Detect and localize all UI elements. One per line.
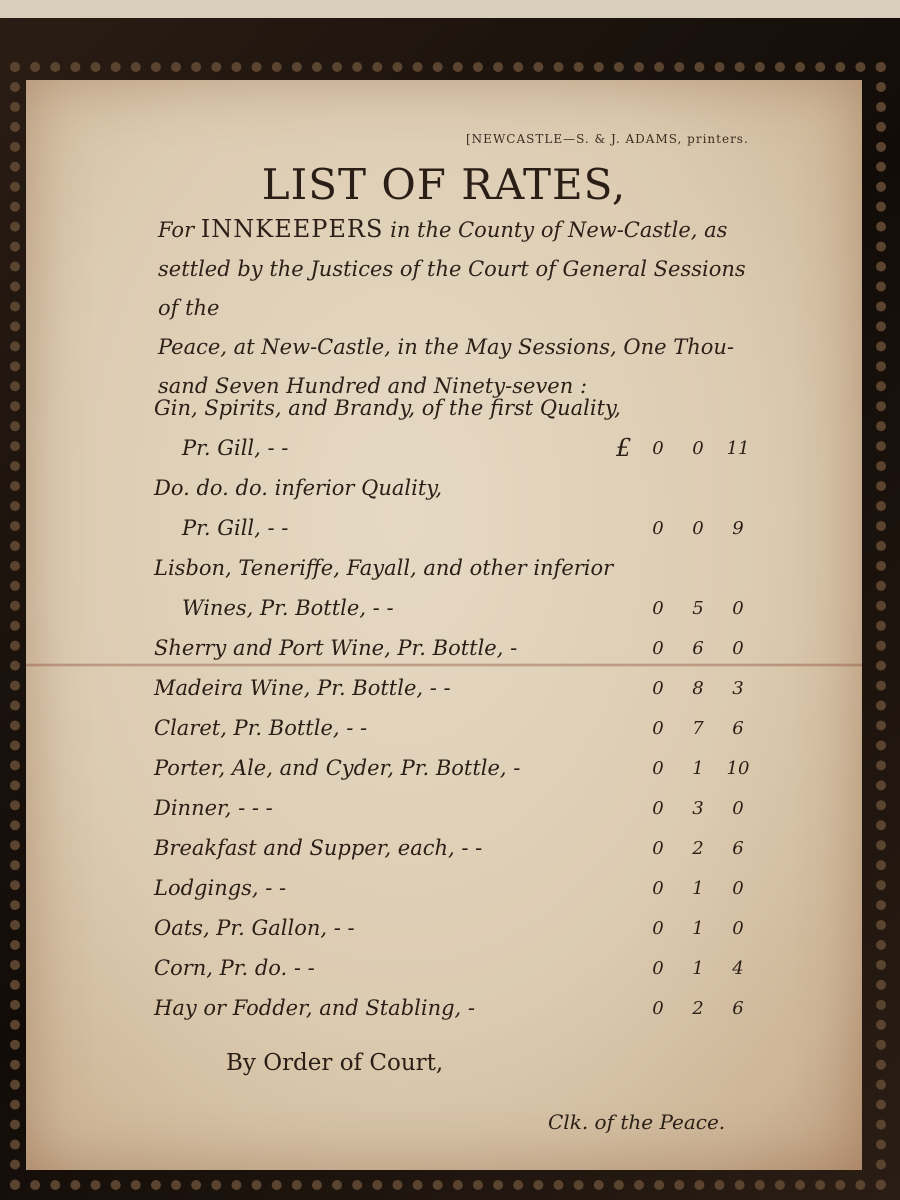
clerk-signature-line: Clk. of the Peace.: [548, 1110, 726, 1134]
pounds-value: 0: [652, 518, 664, 539]
shillings-value: 0: [692, 438, 704, 459]
rate-item-label: Dinner, - - -: [154, 796, 273, 820]
pence-value: 6: [732, 838, 744, 859]
rate-item-label: Gin, Spirits, and Brandy, of the first Quality,: [154, 396, 621, 420]
intro-line-1-rest: in the County of New-Castle, as: [390, 218, 728, 242]
shillings-value: 7: [692, 718, 704, 739]
rate-item-label: Corn, Pr. do. - -: [154, 956, 315, 980]
rate-item-label: Lodgings, - -: [154, 876, 287, 900]
rate-row: [26, 876, 862, 906]
pounds-value: 0: [652, 678, 664, 699]
pounds-value: 0: [652, 638, 664, 659]
pounds-value: 0: [652, 958, 664, 979]
printer-line: [NEWCASTLE—S. & J. ADAMS, printers.: [466, 132, 749, 146]
rate-item-label: Sherry and Port Wine, Pr. Bottle, -: [154, 636, 518, 660]
pounds-value: 0: [652, 878, 664, 899]
shillings-value: 1: [692, 878, 704, 899]
shillings-value: 2: [692, 998, 704, 1019]
shillings-value: 3: [692, 798, 704, 819]
pence-value: 6: [732, 718, 744, 739]
rate-row: [26, 756, 862, 786]
pounds-value: 0: [652, 918, 664, 939]
intro-line-3: Peace, at New-Castle, in the May Sessions, One Thou-: [158, 335, 735, 359]
rate-row: [26, 436, 862, 466]
pounds-value: 0: [652, 598, 664, 619]
pound-symbol: £: [616, 434, 632, 462]
rate-row: [26, 796, 862, 826]
rate-item-label: Oats, Pr. Gallon, - -: [154, 916, 355, 940]
shillings-value: 5: [692, 598, 704, 619]
rate-row: [26, 676, 862, 706]
pence-value: 0: [732, 878, 744, 899]
shillings-value: 2: [692, 838, 704, 859]
pounds-value: 0: [652, 758, 664, 779]
rate-row: [26, 836, 862, 866]
wall-background: [0, 0, 900, 18]
rate-item-label: Madeira Wine, Pr. Bottle, - -: [154, 676, 451, 700]
rate-item-label: Pr. Gill, - -: [182, 516, 289, 540]
rate-item-label: Wines, Pr. Bottle, - -: [182, 596, 394, 620]
rate-row: [26, 636, 862, 666]
pounds-value: 0: [652, 718, 664, 739]
shillings-value: 6: [692, 638, 704, 659]
pence-value: 0: [732, 598, 744, 619]
rate-row: [26, 716, 862, 746]
rate-row: [26, 996, 862, 1026]
rate-row: [26, 396, 862, 426]
rate-item-label: Pr. Gill, - -: [182, 436, 289, 460]
shillings-value: 1: [692, 758, 704, 779]
rate-row: [26, 596, 862, 626]
pence-value: 9: [732, 518, 744, 539]
pence-value: 0: [732, 638, 744, 659]
document-title: LIST OF RATES,: [261, 160, 627, 209]
intro-line-2: settled by the Justices of the Court of General Sessions of the: [158, 257, 746, 320]
pounds-value: 0: [652, 438, 664, 459]
rate-item-label: Breakfast and Supper, each, - -: [154, 836, 483, 860]
printed-broadside: [26, 80, 862, 1170]
pounds-value: 0: [652, 998, 664, 1019]
order-of-court: By Order of Court,: [226, 1050, 444, 1076]
rate-row: [26, 956, 862, 986]
pence-value: 4: [732, 958, 744, 979]
shillings-value: 8: [692, 678, 704, 699]
intro-line-1: [158, 210, 768, 250]
pence-value: 0: [732, 798, 744, 819]
rate-row: [26, 476, 862, 506]
rate-item-label: Do. do. do. inferior Quality,: [154, 476, 443, 500]
rate-item-label: Lisbon, Teneriffe, Fayall, and other inferior: [154, 556, 614, 580]
pence-value: 10: [726, 758, 750, 779]
rate-row: [26, 516, 862, 546]
intro-prefix: For: [158, 218, 195, 242]
pence-value: 6: [732, 998, 744, 1019]
pence-value: 0: [732, 918, 744, 939]
rate-row: [26, 556, 862, 586]
pence-value: 3: [732, 678, 744, 699]
intro-innkeepers: INNKEEPERS: [200, 215, 384, 243]
pence-value: 11: [726, 438, 750, 459]
shillings-value: 1: [692, 918, 704, 939]
rate-item-label: Hay or Fodder, and Stabling, -: [154, 996, 475, 1020]
rate-item-label: Claret, Pr. Bottle, - -: [154, 716, 368, 740]
intro-line-4: sand Seven Hundred and Ninety-seven :: [158, 374, 588, 398]
pounds-value: 0: [652, 798, 664, 819]
rate-row: [26, 916, 862, 946]
shillings-value: 0: [692, 518, 704, 539]
pounds-value: 0: [652, 838, 664, 859]
rate-item-label: Porter, Ale, and Cyder, Pr. Bottle, -: [154, 756, 521, 780]
shillings-value: 1: [692, 958, 704, 979]
intro-paragraph: [158, 210, 768, 406]
